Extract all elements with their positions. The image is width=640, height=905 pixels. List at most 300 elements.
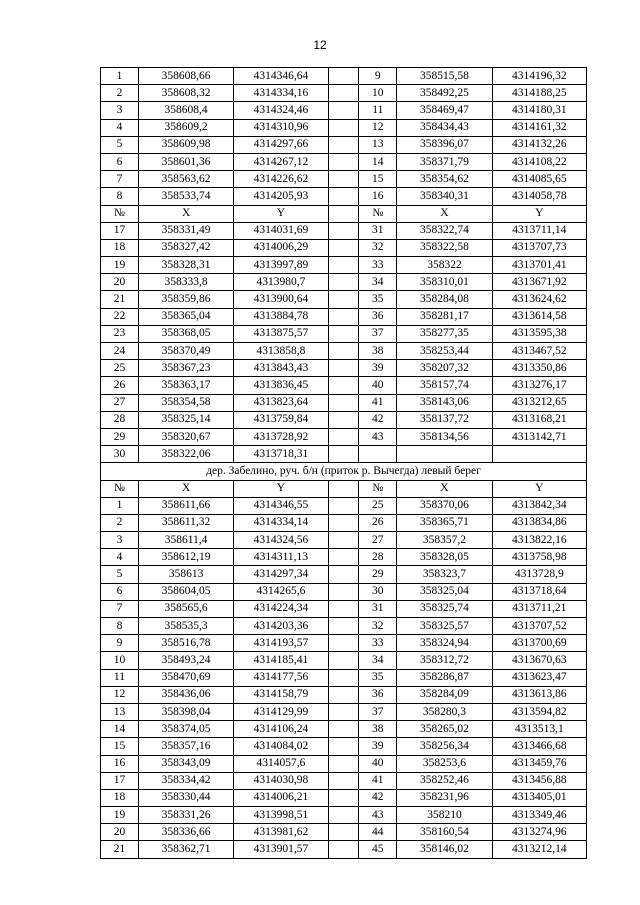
x-coordinate-cell: 358325,57 [397,618,492,635]
point-number-cell: 29 [101,428,139,445]
x-coordinate-cell: 358371,79 [397,153,492,170]
point-number-cell: 18 [101,239,139,256]
x-coordinate-cell: 358253,6 [397,755,492,772]
x-coordinate-cell: 358374,05 [138,721,233,738]
y-coordinate-cell: 4314346,64 [234,68,328,85]
table-row [101,188,587,205]
y-coordinate-cell: 4314324,46 [234,102,328,119]
spacer-cell [328,308,359,325]
spacer-cell [328,841,359,858]
point-number-cell: 6 [101,583,139,600]
table-row [101,755,587,772]
x-coordinate-cell: 358359,86 [138,291,233,308]
x-coordinate-cell: 358207,32 [397,360,492,377]
y-coordinate-cell: 4314129,99 [234,703,328,720]
x-coordinate-cell: 358611,66 [138,497,233,514]
x-coordinate-cell: 358492,25 [397,85,492,102]
x-coordinate-cell: 358320,67 [138,428,233,445]
y-coordinate-cell: 4313456,88 [492,772,586,789]
y-coordinate-cell: 4313980,7 [234,274,328,291]
y-coordinate-cell: 4313624,62 [492,291,586,308]
x-coordinate-cell: 358436,06 [138,686,233,703]
spacer-cell [328,85,359,102]
spacer-cell [328,446,359,463]
x-coordinate-cell: 358604,05 [138,583,233,600]
y-coordinate-cell: 4313701,41 [492,257,586,274]
x-coordinate-cell: 358252,46 [397,772,492,789]
point-number-cell: 2 [101,85,139,102]
spacer-cell [328,686,359,703]
table-row [101,68,587,85]
table-row [101,411,587,428]
table-row [101,532,587,549]
x-coordinate-cell: 358565,6 [138,600,233,617]
x-coordinate-cell: 358253,44 [397,343,492,360]
point-number-cell: 37 [359,325,397,342]
point-number-cell: 26 [359,514,397,531]
point-number-cell: 15 [101,738,139,755]
x-coordinate-cell: 358535,3 [138,618,233,635]
y-coordinate-cell: 4314058,78 [492,188,586,205]
x-coordinate-cell: 358362,71 [138,841,233,858]
y-coordinate-cell: 4314006,29 [234,239,328,256]
x-coordinate-cell: 358334,42 [138,772,233,789]
x-coordinate-cell: 358533,74 [138,188,233,205]
table-row [101,257,587,274]
y-coordinate-cell: 4313467,52 [492,343,586,360]
point-number-cell: 25 [359,497,397,514]
spacer-cell [328,772,359,789]
table-row [101,360,587,377]
point-number-cell: 31 [359,222,397,239]
point-number-cell: 4 [101,549,139,566]
spacer-cell [328,583,359,600]
x-coordinate-cell: 358343,09 [138,755,233,772]
table-row [101,841,587,858]
point-number-cell: 17 [101,772,139,789]
x-coordinate-cell: 358365,04 [138,308,233,325]
table-row [101,514,587,531]
y-coordinate-cell: 4314226,62 [234,171,328,188]
x-coordinate-cell: 358325,14 [138,411,233,428]
spacer-cell [328,600,359,617]
point-number-cell: 44 [359,824,397,841]
y-coordinate-cell: 4314196,32 [492,68,586,85]
y-coordinate-cell: 4313718,31 [234,446,328,463]
x-coordinate-cell: 358312,72 [397,652,492,669]
table-row [101,549,587,566]
point-number-cell: 3 [101,532,139,549]
table-row [101,291,587,308]
point-number-cell: 14 [359,153,397,170]
point-number-cell: 36 [359,308,397,325]
point-number-cell: 26 [101,377,139,394]
point-number-cell: 11 [101,669,139,686]
spacer-cell [328,360,359,377]
point-number-cell: 24 [101,343,139,360]
x-coordinate-cell: 358608,66 [138,68,233,85]
header-number: № [359,480,397,497]
y-coordinate-cell: 4314224,34 [234,600,328,617]
header-x: X [397,480,492,497]
y-coordinate-cell: 4313997,89 [234,257,328,274]
point-number-cell: 43 [359,428,397,445]
point-number-cell: 27 [101,394,139,411]
y-coordinate-cell: 4313711,14 [492,222,586,239]
spacer-cell [328,153,359,170]
table-row [101,136,587,153]
spacer-cell [328,738,359,755]
spacer-cell [328,549,359,566]
spacer-cell [328,635,359,652]
x-coordinate-cell: 358330,44 [138,789,233,806]
point-number-cell: 39 [359,360,397,377]
x-coordinate-cell: 358515,58 [397,68,492,85]
y-coordinate-cell: 4314297,34 [234,566,328,583]
y-coordinate-cell: 4313212,65 [492,394,586,411]
spacer-cell [328,119,359,136]
x-coordinate-cell: 358322,74 [397,222,492,239]
x-coordinate-cell: 358328,05 [397,549,492,566]
x-coordinate-cell: 358370,06 [397,497,492,514]
x-coordinate-cell: 358365,71 [397,514,492,531]
x-coordinate-cell: 358322,58 [397,239,492,256]
spacer-cell [328,807,359,824]
point-number-cell: 32 [359,239,397,256]
y-coordinate-cell: 4313349,46 [492,807,586,824]
x-coordinate-cell: 358563,62 [138,171,233,188]
table-row [101,772,587,789]
y-coordinate-cell: 4313707,52 [492,618,586,635]
point-number-cell: 36 [359,686,397,703]
x-coordinate-cell: 358284,08 [397,291,492,308]
y-coordinate-cell: 4314334,16 [234,85,328,102]
y-coordinate-cell: 4314311,13 [234,549,328,566]
y-coordinate-cell: 4314177,56 [234,669,328,686]
x-coordinate-cell: 358210 [397,807,492,824]
spacer-cell [328,721,359,738]
y-coordinate-cell: 4314346,55 [234,497,328,514]
x-coordinate-cell: 358363,17 [138,377,233,394]
x-coordinate-cell: 358613 [138,566,233,583]
table-row [101,239,587,256]
header-number: № [101,480,139,497]
y-coordinate-cell: 4314267,12 [234,153,328,170]
x-coordinate-cell: 358608,32 [138,85,233,102]
y-coordinate-cell: 4313834,86 [492,514,586,531]
x-coordinate-cell: 358357,16 [138,738,233,755]
point-number-cell: 17 [101,222,139,239]
y-coordinate-cell: 4314188,25 [492,85,586,102]
x-coordinate-cell: 358331,49 [138,222,233,239]
spacer-cell [328,480,359,497]
x-coordinate-cell: 358398,04 [138,703,233,720]
y-coordinate-cell: 4313843,43 [234,360,328,377]
x-coordinate-cell: 358281,17 [397,308,492,325]
y-coordinate-cell: 4314324,56 [234,532,328,549]
spacer-cell [328,188,359,205]
header-number: № [359,205,397,222]
point-number-cell: 8 [101,618,139,635]
y-coordinate-cell: 4314193,57 [234,635,328,652]
table-row [101,635,587,652]
point-number-cell: 32 [359,618,397,635]
x-coordinate-cell: 358434,43 [397,119,492,136]
x-coordinate-cell: 358609,2 [138,119,233,136]
y-coordinate-cell: 4313671,92 [492,274,586,291]
x-coordinate-cell: 358609,98 [138,136,233,153]
table-row [101,85,587,102]
point-number-cell: 23 [101,325,139,342]
x-coordinate-cell: 358322 [397,257,492,274]
point-number-cell: 14 [101,721,139,738]
spacer-cell [328,205,359,222]
x-coordinate-cell: 358325,74 [397,600,492,617]
table-row [101,652,587,669]
table-row [101,789,587,806]
y-coordinate-cell: 4313614,58 [492,308,586,325]
spacer-cell [328,171,359,188]
x-coordinate-cell: 358265,02 [397,721,492,738]
y-coordinate-cell: 4314006,21 [234,789,328,806]
point-number-cell: 39 [359,738,397,755]
point-number-cell: 29 [359,566,397,583]
header-y: Y [492,205,586,222]
spacer-cell [328,274,359,291]
point-number-cell: 34 [359,652,397,669]
table-row [101,394,587,411]
spacer-cell [328,497,359,514]
x-coordinate-cell: 358370,49 [138,343,233,360]
y-coordinate-cell: 4313168,21 [492,411,586,428]
y-coordinate-cell: 4314205,93 [234,188,328,205]
table-row [101,807,587,824]
point-number-cell: 45 [359,841,397,858]
x-coordinate-cell [397,446,492,463]
spacer-cell [328,394,359,411]
y-coordinate-cell: 4314334,14 [234,514,328,531]
x-coordinate-cell: 358611,32 [138,514,233,531]
point-number-cell: 16 [359,188,397,205]
y-coordinate-cell: 4313875,57 [234,325,328,342]
point-number-cell: 42 [359,411,397,428]
spacer-cell [328,68,359,85]
x-coordinate-cell: 358134,56 [397,428,492,445]
point-number-cell: 43 [359,807,397,824]
point-number-cell: 18 [101,789,139,806]
table-row [101,686,587,703]
y-coordinate-cell: 4313901,57 [234,841,328,858]
header-x: X [138,205,233,222]
header-x: X [397,205,492,222]
table-row [101,222,587,239]
y-coordinate-cell: 4313613,86 [492,686,586,703]
y-coordinate-cell: 4313981,62 [234,824,328,841]
spacer-cell [328,514,359,531]
point-number-cell: 1 [101,497,139,514]
y-coordinate-cell: 4313718,64 [492,583,586,600]
point-number-cell: 35 [359,669,397,686]
y-coordinate-cell: 4313836,45 [234,377,328,394]
table-row [101,583,587,600]
point-number-cell: 34 [359,274,397,291]
point-number-cell: 19 [101,257,139,274]
point-number-cell: 41 [359,394,397,411]
x-coordinate-cell: 358354,58 [138,394,233,411]
point-number-cell: 1 [101,68,139,85]
point-number-cell: 28 [101,411,139,428]
y-coordinate-cell: 4313142,71 [492,428,586,445]
spacer-cell [328,566,359,583]
point-number-cell: 31 [359,600,397,617]
y-coordinate-cell: 4313884,78 [234,308,328,325]
y-coordinate-cell: 4314203,36 [234,618,328,635]
x-coordinate-cell: 358286,87 [397,669,492,686]
x-coordinate-cell: 358333,8 [138,274,233,291]
y-coordinate-cell: 4314265,6 [234,583,328,600]
header-number: № [101,205,139,222]
table-row [101,566,587,583]
spacer-cell [328,291,359,308]
x-coordinate-cell: 358325,04 [397,583,492,600]
x-coordinate-cell: 358367,23 [138,360,233,377]
table-row [101,428,587,445]
x-coordinate-cell: 358611,4 [138,532,233,549]
point-number-cell: 15 [359,171,397,188]
y-coordinate-cell: 4313274,96 [492,824,586,841]
header-x: X [138,480,233,497]
point-number-cell: 30 [101,446,139,463]
x-coordinate-cell: 358143,06 [397,394,492,411]
x-coordinate-cell: 358231,96 [397,789,492,806]
table-row [101,824,587,841]
table-row [101,171,587,188]
column-header-row [101,205,587,222]
point-number-cell: 22 [101,308,139,325]
y-coordinate-cell: 4314057,6 [234,755,328,772]
page-number: 12 [313,38,327,52]
point-number-cell: 7 [101,171,139,188]
spacer-cell [328,136,359,153]
y-coordinate-cell: 4314161,32 [492,119,586,136]
x-coordinate-cell: 358277,35 [397,325,492,342]
x-coordinate-cell: 358328,31 [138,257,233,274]
x-coordinate-cell: 358608,4 [138,102,233,119]
point-number-cell: 21 [101,291,139,308]
point-number-cell: 27 [359,532,397,549]
y-coordinate-cell: 4313728,92 [234,428,328,445]
spacer-cell [328,652,359,669]
table-row [101,600,587,617]
table-row [101,497,587,514]
point-number-cell: 19 [101,807,139,824]
spacer-cell [328,102,359,119]
y-coordinate-cell [492,446,586,463]
y-coordinate-cell: 4313623,47 [492,669,586,686]
spacer-cell [328,377,359,394]
point-number-cell: 13 [359,136,397,153]
spacer-cell [328,755,359,772]
y-coordinate-cell: 4314132,26 [492,136,586,153]
point-number-cell: 9 [359,68,397,85]
x-coordinate-cell: 358336,66 [138,824,233,841]
x-coordinate-cell: 358310,01 [397,274,492,291]
y-coordinate-cell: 4313728,9 [492,566,586,583]
x-coordinate-cell: 358284,09 [397,686,492,703]
y-coordinate-cell: 4313466,68 [492,738,586,755]
spacer-cell [328,618,359,635]
y-coordinate-cell: 4313842,34 [492,497,586,514]
spacer-cell [328,532,359,549]
x-coordinate-cell: 358516,78 [138,635,233,652]
point-number-cell: 21 [101,841,139,858]
spacer-cell [328,257,359,274]
spacer-cell [328,669,359,686]
point-number-cell: 37 [359,703,397,720]
point-number-cell: 40 [359,377,397,394]
x-coordinate-cell: 358280,3 [397,703,492,720]
table-row [101,325,587,342]
point-number-cell: 3 [101,102,139,119]
x-coordinate-cell: 358612,19 [138,549,233,566]
header-y: Y [492,480,586,497]
y-coordinate-cell: 4313711,21 [492,600,586,617]
y-coordinate-cell: 4314031,69 [234,222,328,239]
point-number-cell: 5 [101,136,139,153]
point-number-cell: 38 [359,721,397,738]
point-number-cell: 10 [101,652,139,669]
point-number-cell: 16 [101,755,139,772]
y-coordinate-cell: 4313212,14 [492,841,586,858]
y-coordinate-cell: 4313900,64 [234,291,328,308]
spacer-cell [328,789,359,806]
table-row [101,669,587,686]
x-coordinate-cell: 358493,24 [138,652,233,669]
x-coordinate-cell: 358354,62 [397,171,492,188]
spacer-cell [328,222,359,239]
x-coordinate-cell: 358322,06 [138,446,233,463]
x-coordinate-cell: 358137,72 [397,411,492,428]
header-y: Y [234,480,328,497]
table-row [101,102,587,119]
point-number-cell: 40 [359,755,397,772]
y-coordinate-cell: 4314106,24 [234,721,328,738]
point-number-cell: 42 [359,789,397,806]
x-coordinate-cell: 358146,02 [397,841,492,858]
y-coordinate-cell: 4314310,96 [234,119,328,136]
spacer-cell [328,824,359,841]
table-row [101,721,587,738]
y-coordinate-cell: 4313405,01 [492,789,586,806]
point-number-cell: 30 [359,583,397,600]
point-number-cell: 41 [359,772,397,789]
point-number-cell: 9 [101,635,139,652]
x-coordinate-cell: 358256,34 [397,738,492,755]
y-coordinate-cell: 4313594,82 [492,703,586,720]
point-number-cell: 12 [101,686,139,703]
table-row [101,119,587,136]
x-coordinate-cell: 358357,2 [397,532,492,549]
x-coordinate-cell: 358327,42 [138,239,233,256]
y-coordinate-cell: 4314185,41 [234,652,328,669]
y-coordinate-cell: 4313759,84 [234,411,328,428]
spacer-cell [328,325,359,342]
point-number-cell: 35 [359,291,397,308]
y-coordinate-cell: 4314084,02 [234,738,328,755]
y-coordinate-cell: 4313707,73 [492,239,586,256]
y-coordinate-cell: 4313823,64 [234,394,328,411]
column-header-row [101,480,587,497]
